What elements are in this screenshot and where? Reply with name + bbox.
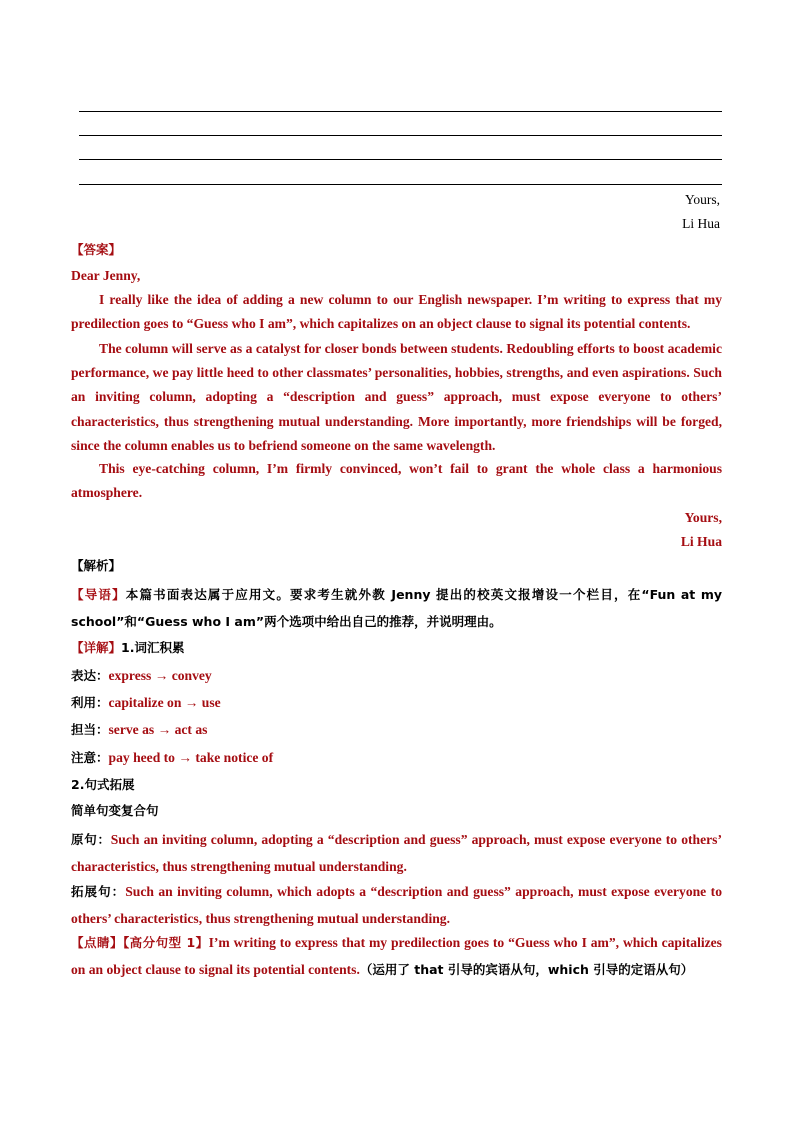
vocab-cn: 担当： bbox=[71, 722, 109, 737]
sentence-subtitle: 简单句变复合句 bbox=[71, 803, 159, 818]
vocab-cn: 注意： bbox=[71, 750, 109, 765]
answer-name: Li Hua bbox=[680, 534, 722, 549]
extended-sentence bbox=[71, 878, 722, 932]
vocab-item-1 bbox=[71, 664, 722, 688]
blank-line-4 bbox=[79, 184, 722, 185]
point-note: （运用了 that 引导的宾语从句，which 引导的定语从句） bbox=[359, 962, 694, 977]
sentence-title: 2.句式拓展 bbox=[71, 777, 135, 792]
answer-closing: Yours, bbox=[684, 510, 722, 525]
blank-line-2 bbox=[79, 135, 722, 136]
header-closing: Yours, bbox=[684, 192, 720, 207]
vocab-en: serve as → act as bbox=[108, 722, 208, 737]
vocab-en: capitalize on → use bbox=[108, 695, 221, 710]
vocab-item-3 bbox=[71, 718, 722, 742]
header-name: Li Hua bbox=[682, 216, 720, 231]
blank-line-3 bbox=[79, 159, 722, 160]
point-label: 【点睛】 bbox=[71, 935, 123, 950]
vocab-title: 1.词汇积累 bbox=[121, 640, 185, 655]
blank-line-1 bbox=[79, 111, 722, 112]
answer-label: 【答案】 bbox=[71, 242, 122, 257]
analysis-label: 【解析】 bbox=[71, 558, 122, 573]
point-tag: 【高分句型 1】 bbox=[122, 935, 209, 950]
guide-label: 【导语】 bbox=[71, 587, 126, 602]
guide-block bbox=[71, 581, 722, 635]
extended-label: 拓展句： bbox=[71, 884, 126, 899]
original-text: Such an inviting column, adopting a “description and guess” approach, must expose everyone to others’ characteristics, thus strengthening mutual understanding. bbox=[71, 832, 722, 874]
original-sentence bbox=[71, 826, 722, 880]
vocab-cn: 表达： bbox=[71, 668, 109, 683]
guide-text: 本篇书面表达属于应用文。要求考生就外教 Jenny 提出的校英文报增设一个栏目，在“Fun at my school”和“Guess who I am”两个选项中给出自己的推荐，并说明理由。 bbox=[71, 587, 722, 629]
vocab-en: pay heed to → take notice of bbox=[108, 750, 274, 765]
vocab-cn: 利用： bbox=[71, 695, 109, 710]
original-label: 原句： bbox=[71, 832, 111, 847]
key-point bbox=[71, 929, 722, 983]
point-text: I’m writing to express that my predilection goes to “Guess who I am”, which capitalizes on an object clause to signal its potential contents. bbox=[71, 935, 722, 977]
extended-text: Such an inviting column, which adopts a “description and guess” approach, must expose everyone to others’ characteristics, thus strengthening mutual understanding. bbox=[71, 884, 722, 926]
detail-label: 【详解】 bbox=[71, 640, 122, 655]
answer-paragraph-3: This eye-catching column, I’m firmly convinced, won’t fail to grant the whole class a harmonious atmosphere. bbox=[71, 461, 722, 501]
vocab-item-2 bbox=[71, 691, 722, 715]
answer-paragraph-2: The column will serve as a catalyst for closer bonds between students. Redoubling efforts to boost academic performance, we pay little heed to other classmates’ personalities, hobbies, strengths, and even aspirations. Such an inviting column, adopting a “description and guess” approach, must expose everyone to others’ characteristics, thus strengthening mutual understanding. More importantly, more friendships will be forged, since the column enables us to befriend someone on the same wavelength. bbox=[71, 341, 722, 453]
vocab-en: express → convey bbox=[108, 668, 212, 683]
detail-heading bbox=[71, 636, 722, 660]
vocab-item-4 bbox=[71, 746, 722, 770]
answer-paragraph-1: I really like the idea of adding a new column to our English newspaper. I’m writing to express that my predilection goes to “Guess who I am”, which capitalizes on an object clause to signal its potential contents. bbox=[71, 292, 722, 332]
salutation: Dear Jenny, bbox=[71, 268, 141, 283]
